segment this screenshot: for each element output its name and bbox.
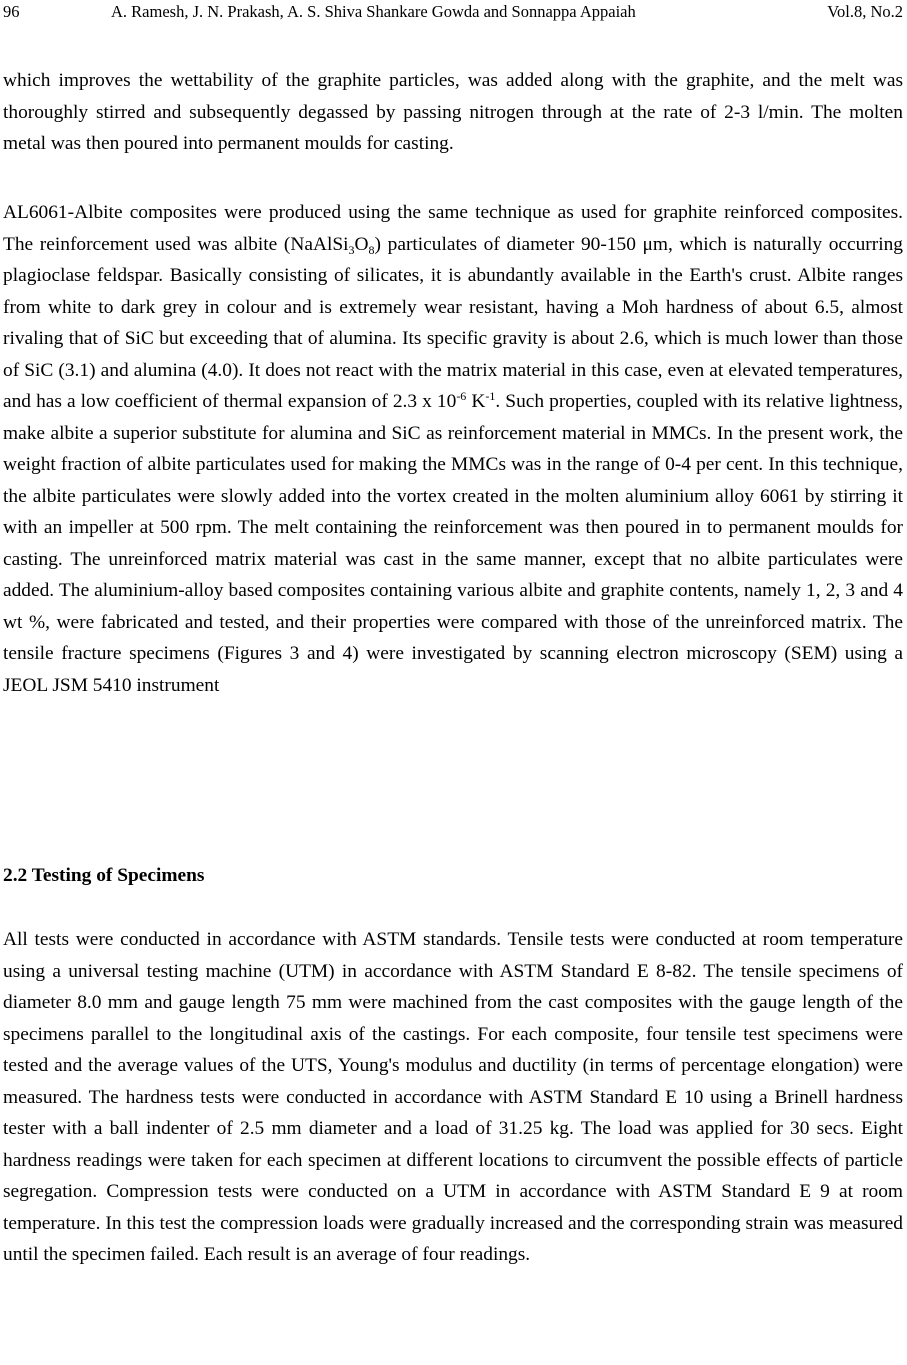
header-volume: Vol.8, No.2 xyxy=(827,2,903,21)
section-heading: 2.2 Testing of Specimens xyxy=(3,865,205,886)
paragraph-2-text: K xyxy=(466,391,486,412)
running-header xyxy=(3,0,903,24)
page-number: 96 xyxy=(3,2,20,21)
paragraph-2-text: . Such properties, coupled with its relative lightness, make albite a superior substitute for alumina and SiC as reinforcement material in MMCs. In the present work, the weight fraction of albite particulates used for making the MMCs was in the range of 0-4 per cent. In this technique, the albite particulates were slowly added into the vortex created in the molten aluminium alloy 6061 by stirring it with an impeller at 500 rpm. The melt containing the reinforcement was then poured in to permanent moulds for casting. The unreinforced matrix material was cast in the same manner, except that no albite particulates were added. The aluminium-alloy based composites containing various albite and graphite contents, namely 1, 2, 3 and 4 wt %, were fabricated and tested, and their properties were compared with those of the unreinforced matrix. The tensile fracture specimens (Figures 3 and 4) were investigated by scanning electron microscopy (SEM) using a JEOL JSM 5410 instrument xyxy=(3,391,903,696)
subscript-8: 8 xyxy=(368,242,375,257)
paragraph-1: which improves the wettability of the graphite particles, was added along with the graphite, and the melt was thoroughly stirred and subsequently degassed by passing nitrogen through at the rate of 2-3 l/min. The molten metal was then poured into permanent moulds for casting. xyxy=(3,70,903,154)
paragraph-3: All tests were conducted in accordance with ASTM standards. Tensile tests were conducted at room temperature using a universal testing machine (UTM) in accordance with ASTM Standard E 8-82. The tensile specimens of diameter 8.0 mm and gauge length 75 mm were machined from the cast composites with the gauge length of the specimens parallel to the longitudinal axis of the castings. For each composite, four tensile test specimens were tested and the average values of the UTS, Young's modulus and ductility (in terms of percentage elongation) were measured. The hardness tests were conducted in accordance with ASTM Standard E 10 using a Brinell hardness tester with a ball indenter of 2.5 mm diameter and a load of 31.25 kg. The load was applied for 30 secs. Eight hardness readings were taken for each specimen at different locations to circumvent the possible effects of particle segregation. Compression tests were conducted on a UTM in accordance with ASTM Standard E 9 at room temperature. In this test the compression loads were gradually increased and the corresponding strain was measured until the specimen failed. Each result is an average of four readings. xyxy=(3,929,903,1265)
paragraph-2-text: AL6061-Albite composites were produced using the same technique as used for graphite reinforced composites. The reinforcement used was albite (NaAlSi xyxy=(3,202,903,255)
header-authors: A. Ramesh, J. N. Prakash, A. S. Shiva Shankare Gowda and Sonnappa Appaiah xyxy=(111,2,636,21)
subscript-3: 3 xyxy=(348,242,355,257)
paragraph-2-text: O xyxy=(354,233,369,255)
superscript-exponent: -1 xyxy=(485,389,496,403)
paragraph-2-text: ) particulates of diameter 90-150 μm, which is naturally occurring plagioclase feldspar. Basically consisting of silicates, it is abundantly available in the Earth's crust. Albite ranges from white to dark grey in colour and is extremely wear resistant, having a Moh hardness of about 6.5, almost rivaling that of SiC but exceeding that of alumina. Its specific gravity is about 2.6, which is much lower than those of SiC (3.1) and alumina (4.0). It does not react with the matrix material in this case, even at elevated temperatures, and has a low coefficient of thermal expansion of 2.3 x 10 xyxy=(3,233,903,412)
superscript-exponent: -6 xyxy=(456,389,467,403)
paragraph-2 xyxy=(3,197,903,701)
